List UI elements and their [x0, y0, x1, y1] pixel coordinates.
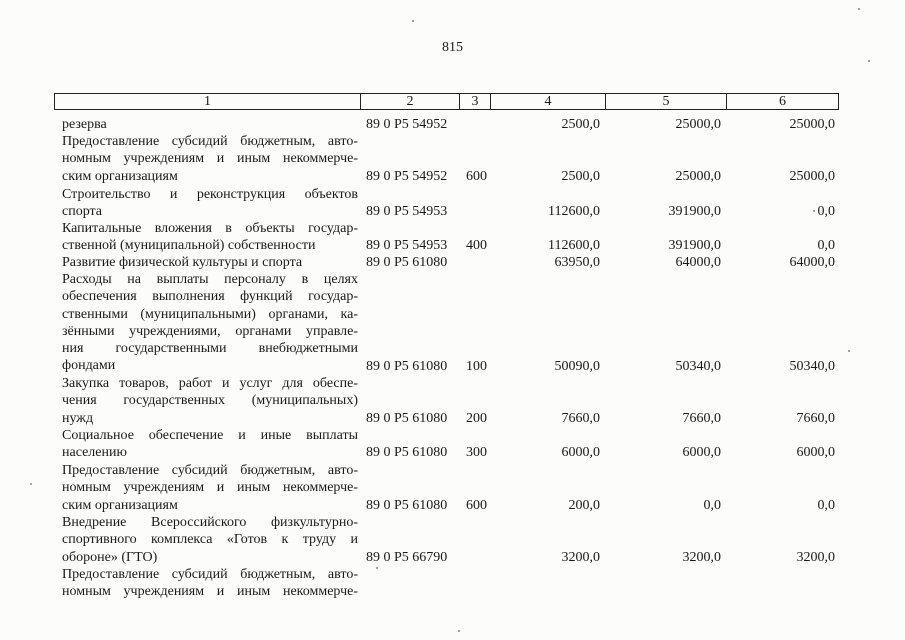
row-value-2024: 200,0 — [568, 497, 600, 513]
row-value-2025: 25000,0 — [675, 168, 721, 184]
row-value-2025: 391900,0 — [668, 238, 721, 254]
description-line: Предоставление субсидий бюджетным, авто- — [62, 134, 358, 149]
description-line: Социальное обеспечение и иные выплаты — [62, 428, 358, 443]
description-line: обороне» (ГТО) — [62, 549, 158, 565]
description-line: ния государственными внебюджетными — [62, 341, 358, 357]
header-col-3: 3 — [460, 93, 491, 110]
row-description — [62, 220, 358, 255]
row-expense-type: 300 — [466, 445, 487, 461]
row-description — [62, 133, 358, 185]
row-expense-type: 200 — [466, 410, 487, 426]
row-value-2026: 25000,0 — [789, 168, 835, 184]
row-description — [62, 116, 358, 133]
scan-speck — [412, 20, 414, 22]
row-code: 89 0 P5 61080 — [366, 410, 448, 426]
scan-speck — [376, 567, 378, 569]
description-line: ственными (муниципальными) органами, ка- — [62, 306, 358, 322]
row-description — [62, 514, 358, 566]
row-value-2024: 112600,0 — [548, 238, 600, 254]
row-value-2025: 7660,0 — [682, 410, 721, 426]
scan-speck — [458, 630, 460, 632]
row-expense-type: 400 — [466, 238, 487, 254]
row-expense-type: 600 — [466, 168, 487, 184]
row-description — [62, 375, 358, 427]
header-col-6: 6 — [727, 93, 839, 110]
row-value-2024: 7660,0 — [561, 410, 600, 426]
row-value-2024: 3200,0 — [561, 549, 600, 565]
description-line: фондами — [62, 358, 116, 374]
description-line: обеспечения выполнения функций государ- — [62, 289, 358, 305]
page-number: 815 — [442, 40, 463, 55]
row-code: 89 0 P5 66790 — [366, 549, 448, 565]
description-line: номным учреждениям и иным некоммерче- — [62, 151, 358, 167]
row-value-2025: 6000,0 — [682, 445, 721, 461]
row-value-2024: 50090,0 — [554, 358, 600, 374]
row-value-2026: 3200,0 — [796, 549, 835, 565]
row-value-2026: 25000,0 — [789, 117, 835, 132]
description-line: ственной (муниципальной) собственности — [62, 238, 316, 254]
row-value-2026: 50340,0 — [789, 358, 835, 374]
row-value-2025: 391900,0 — [668, 204, 721, 220]
row-value-2026: 0,0 — [817, 238, 835, 254]
row-code: 89 0 P5 54953 — [366, 238, 448, 254]
row-value-2024: 2500,0 — [561, 168, 600, 184]
row-value-2025: 3200,0 — [682, 549, 721, 565]
scan-speck — [813, 210, 815, 212]
row-value-2026: 0,0 — [817, 497, 835, 513]
row-value-2024: 2500,0 — [561, 117, 600, 132]
row-code: 89 0 P5 54952 — [366, 117, 448, 132]
header-col-5: 5 — [606, 93, 727, 110]
description-line: Развитие физической культуры и спорта — [62, 255, 303, 270]
row-code: 89 0 P5 61080 — [366, 445, 448, 461]
row-description — [62, 462, 358, 514]
row-value-2024: 112600,0 — [548, 204, 600, 220]
row-value-2025: 25000,0 — [675, 117, 721, 132]
description-line: Предоставление субсидий бюджетным, авто- — [62, 463, 358, 478]
row-value-2026: 6000,0 — [796, 445, 835, 461]
description-line: Внедрение Всероссийского физкультурно- — [62, 515, 358, 530]
row-description — [62, 271, 358, 375]
description-line: Предоставление субсидий бюджетным, авто- — [62, 567, 358, 582]
row-value-2025: 0,0 — [703, 497, 721, 513]
row-description — [62, 254, 358, 271]
description-line: Строительство и реконструкция объектов — [62, 187, 358, 202]
row-expense-type: 100 — [466, 358, 487, 374]
row-value-2024: 63950,0 — [554, 255, 600, 270]
header-col-1: 1 — [54, 93, 361, 110]
row-description — [62, 186, 358, 221]
row-code: 89 0 P5 54953 — [366, 204, 448, 220]
row-expense-type: 600 — [466, 497, 487, 513]
description-line: нужд — [62, 410, 94, 426]
row-value-2025: 64000,0 — [675, 255, 721, 270]
scan-speck — [848, 350, 850, 352]
description-line: Капитальные вложения в объекты государ- — [62, 221, 358, 236]
description-line: населению — [62, 445, 127, 461]
row-code: 89 0 P5 61080 — [366, 358, 448, 374]
scan-speck — [868, 60, 870, 62]
description-line: ским организациям — [62, 497, 178, 513]
row-code: 89 0 P5 61080 — [366, 255, 448, 270]
row-code: 89 0 P5 54952 — [366, 168, 448, 184]
description-line: спортивного комплекса «Готов к труду и — [62, 532, 358, 548]
description-line: ским организациям — [62, 168, 178, 184]
header-col-2: 2 — [361, 93, 460, 110]
description-line: номным учреждениям и иным некоммерче- — [62, 584, 358, 600]
description-line: Закупка товаров, работ и услуг для обеспе- — [62, 376, 358, 391]
row-value-2025: 50340,0 — [675, 358, 721, 374]
row-description — [62, 427, 358, 462]
scan-speck — [30, 483, 32, 485]
row-value-2026: 7660,0 — [796, 410, 835, 426]
description-line: чения государственных (муниципальных) — [62, 393, 358, 409]
description-line: Расходы на выплаты персоналу в целях — [62, 272, 358, 287]
row-description — [62, 566, 358, 601]
description-line: зёнными учреждениями, органами управле- — [62, 323, 358, 339]
row-value-2024: 6000,0 — [561, 445, 600, 461]
description-line: номным учреждениям и иным некоммерче- — [62, 480, 358, 496]
scan-speck — [858, 8, 860, 10]
row-value-2026: 64000,0 — [789, 255, 835, 270]
header-col-4: 4 — [491, 93, 606, 110]
row-code: 89 0 P5 61080 — [366, 497, 448, 513]
description-line: резерва — [62, 117, 107, 132]
row-value-2026: 0,0 — [817, 204, 835, 220]
description-line: спорта — [62, 204, 103, 220]
